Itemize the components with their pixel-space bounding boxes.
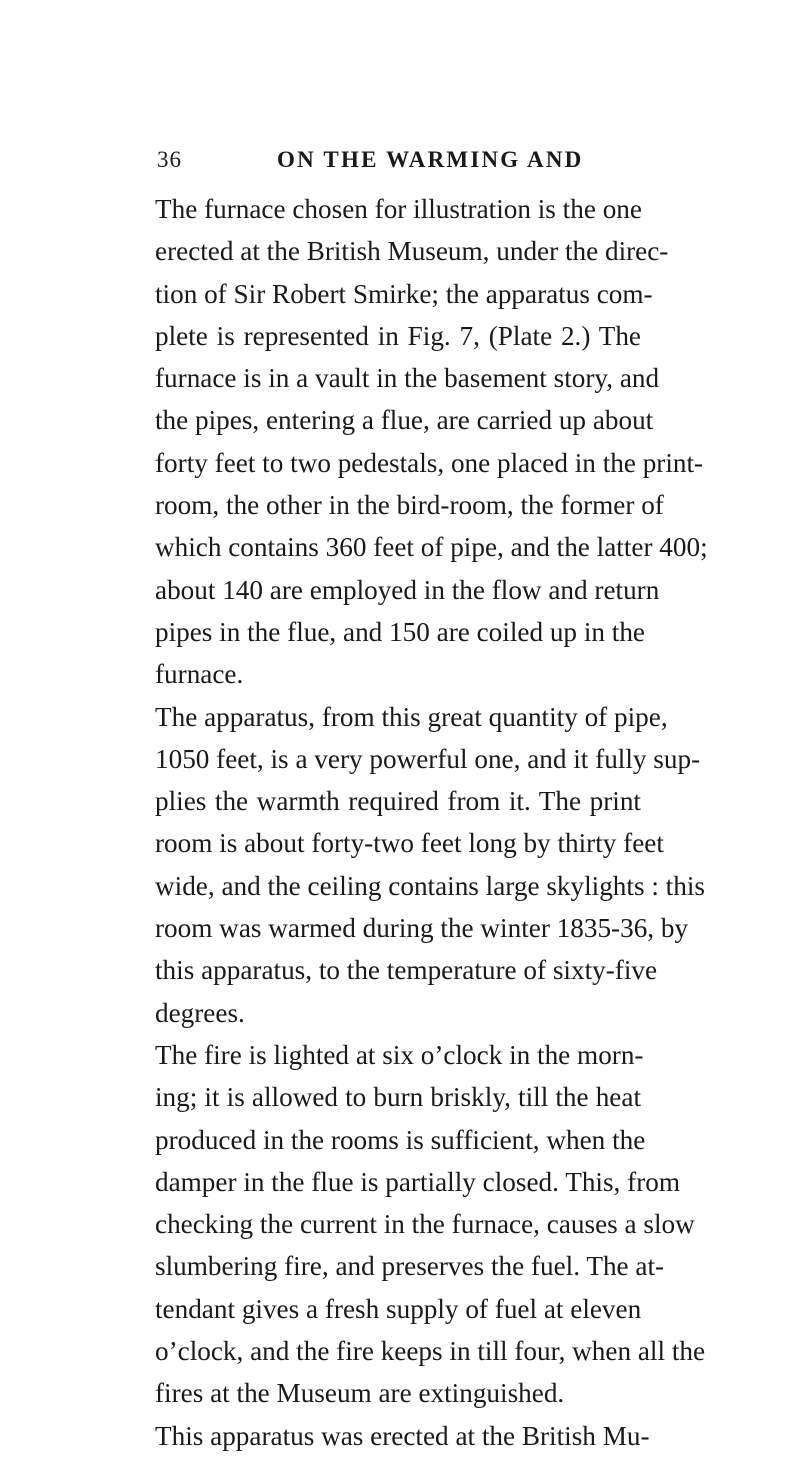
text-line: produced in the rooms is sufficient, when the — [155, 1124, 646, 1155]
text-line: 1050 feet, is a very powerful one, and it fully sup- — [155, 743, 701, 774]
text-line: tendant gives a fresh supply of fuel at eleven — [155, 1293, 642, 1324]
body-text — [155, 188, 708, 1457]
text-line: wide, and the ceiling contains large skylights : this — [155, 870, 705, 901]
text-line: room, the other in the bird-room, the former of — [155, 490, 664, 521]
text-line: forty feet to two pedestals, one placed in the print- — [155, 447, 704, 478]
text-line: erected at the British Museum, under the direc- — [155, 236, 669, 267]
text-line: o’clock, and the fire keeps in till four, when all the — [155, 1336, 706, 1367]
page-number: 36 — [157, 147, 182, 172]
text-line: fires at the Museum are extinguished. — [155, 1378, 565, 1409]
text-line: tion of Sir Robert Smirke; the apparatus com- — [155, 278, 653, 309]
text-line: slumbering fire, and preserves the fuel. The at- — [155, 1251, 665, 1282]
text-line: pipes in the flue, and 150 are coiled up in the — [155, 616, 645, 647]
text-line: The apparatus, from this great quantity of pipe, — [155, 701, 668, 732]
text-line: The fire is lighted at six o’clock in the morn- — [155, 1039, 644, 1070]
text-line: which contains 360 feet of pipe, and the latter 400; — [155, 532, 708, 563]
text-line: this apparatus, to the temperature of sixty-five — [155, 955, 658, 986]
text-line: degrees. — [155, 997, 245, 1028]
text-line: the pipes, entering a flue, are carried up about — [155, 405, 654, 436]
running-head — [157, 142, 641, 178]
text-line: plies the warmth required from it. The print — [155, 786, 641, 817]
text-line: plete is represented in Fig. 7, (Plate 2.) The — [155, 320, 641, 351]
text-line: room is about forty-two feet long by thirty feet — [155, 828, 664, 859]
text-line: damper in the flue is partially closed. This, from — [155, 1166, 680, 1197]
text-line: room was warmed during the winter 1835-36, by — [155, 913, 689, 944]
text-line: furnace is in a vault in the basement story, and — [155, 363, 660, 394]
text-line: checking the current in the furnace, causes a slow — [155, 1209, 695, 1240]
text-line: This apparatus was erected at the British Mu- — [155, 1420, 650, 1451]
text-line: The furnace chosen for illustration is the one — [155, 194, 642, 224]
text-line: about 140 are employed in the flow and return — [155, 574, 660, 605]
running-title: ON THE WARMING AND — [277, 147, 584, 172]
text-line: ing; it is allowed to burn briskly, till the heat — [155, 1082, 641, 1113]
text-line: furnace. — [155, 659, 244, 690]
